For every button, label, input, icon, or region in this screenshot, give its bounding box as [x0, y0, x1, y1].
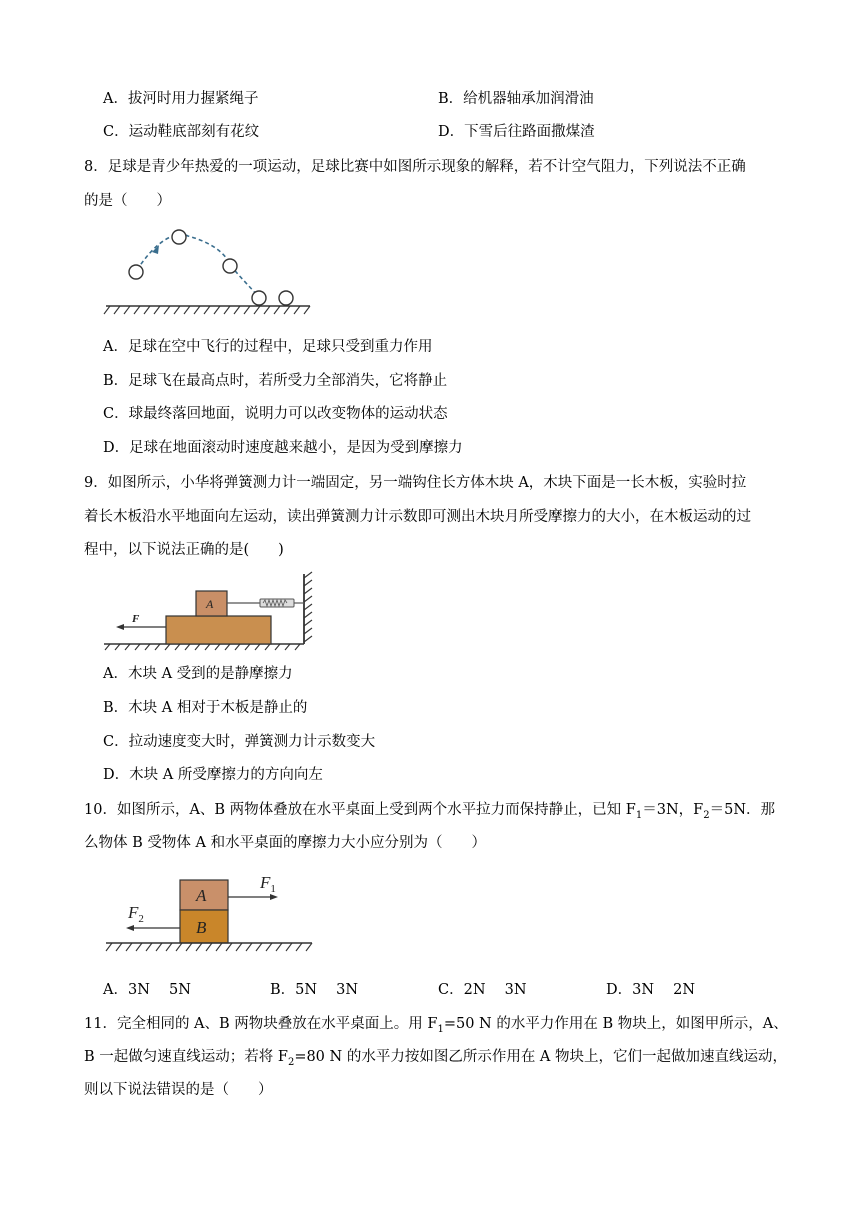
q8-option-a[interactable]: A．足球在空中飞行的过程中，足球只受到重力作用 [103, 339, 433, 355]
q8-option-b[interactable]: B．足球飞在最高点时，若所受力全部消失，它将静止 [103, 373, 448, 389]
ground-hatch [105, 644, 300, 650]
q10-option-a[interactable]: A．3N 5N [103, 982, 191, 998]
q10-stem-line2: 么物体 B 受物体 A 和水平桌面的摩擦力大小应分别为（ ） [84, 835, 487, 851]
q10-option-d[interactable]: D．3N 2N [606, 982, 696, 998]
ground-hatch [106, 943, 312, 951]
q8-stem-line2: 的是（ ） [84, 193, 171, 209]
q9-stem-line2: 着长木板沿水平地面向左运动，读出弹簧测力计示数即可测出木块月所受摩擦力的大小，在木板运动的过 [84, 509, 751, 525]
block-a-label: A [196, 886, 207, 905]
q10-option-b[interactable]: B．5N 3N [270, 982, 359, 998]
q7-option-d[interactable]: D．下雪后往路面撒煤渣 [438, 124, 595, 140]
q9-option-b[interactable]: B．木块 A 相对于木板是静止的 [103, 700, 308, 716]
ball-icon [129, 265, 143, 279]
long-board [166, 616, 271, 644]
q11-stem-line2: B 一起做匀速直线运动；若将 $F_2=80$ N 的水平力按如图乙所示作用在 A 物块上，它们一起做加速直线运动， [84, 1049, 788, 1068]
q11-stem-line1: 11．完全相同的 A、B 两物块叠放在水平桌面上。用 $F_1=50$ N 的水平力作用在 B 物块上，如图甲所示，A、 [84, 1016, 788, 1035]
q9-stem-line3: 程中，以下说法正确的是( ) [84, 542, 284, 558]
q8-option-d[interactable]: D．足球在地面滚动时速度越来越小，是因为受到摩擦力 [103, 440, 463, 456]
force-f2-arrow-icon [126, 925, 134, 931]
q7-option-b[interactable]: B．给机器轴承加润滑油 [438, 91, 594, 107]
q10-stem-line1: 10．如图所示，A、B 两物体叠放在水平桌面上受到两个水平拉力而保持静止，已知 $F_1=3N$，$F_2=5N$．那 [84, 802, 776, 821]
ground-hatch [104, 306, 310, 314]
q9-option-c[interactable]: C．拉动速度变大时，弹簧测力计示数变大 [103, 734, 376, 750]
wall-hatch [304, 572, 312, 642]
q10-option-c[interactable]: C．2N 3N [438, 982, 527, 998]
q7-option-c[interactable]: C．运动鞋底部刻有花纹 [103, 124, 260, 140]
ball-icon [223, 259, 237, 273]
ball-icon [252, 291, 266, 305]
q9-option-d[interactable]: D．木块 A 所受摩擦力的方向向左 [103, 767, 323, 783]
q8-option-c[interactable]: C．球最终落回地面，说明力可以改变物体的运动状态 [103, 406, 448, 422]
q8-soccer-trajectory-figure [100, 222, 320, 322]
block-b-label: B [196, 918, 207, 937]
q11-stem-line3: 则以下说法错误的是（ ） [84, 1082, 273, 1098]
force-arrow-icon [116, 624, 124, 630]
q8-stem-line1: 8．足球是青少年热爱的一项运动，足球比赛中如图所示现象的解释，若不计空气阻力，下列说法不正确 [84, 159, 746, 175]
q10-stacked-blocks-figure [100, 866, 320, 962]
ball-icon [172, 230, 186, 244]
force-f-label: F [132, 613, 140, 625]
q9-stem-line1: 9．如图所示，小华将弹簧测力计一端固定，另一端钩住长方体木块 A，木块下面是一长木板，实验时拉 [84, 475, 747, 491]
trajectory-path [137, 234, 258, 296]
force-f2-label: $F_2$ [128, 903, 144, 925]
force-f1-label: $F_1$ [260, 873, 276, 895]
q9-spring-scale-figure [100, 570, 320, 652]
q9-option-a[interactable]: A．木块 A 受到的是静摩擦力 [103, 666, 293, 682]
block-a-label: A [206, 597, 214, 611]
q7-option-a[interactable]: A．拔河时用力握紧绳子 [103, 91, 259, 107]
ball-icon [279, 291, 293, 305]
